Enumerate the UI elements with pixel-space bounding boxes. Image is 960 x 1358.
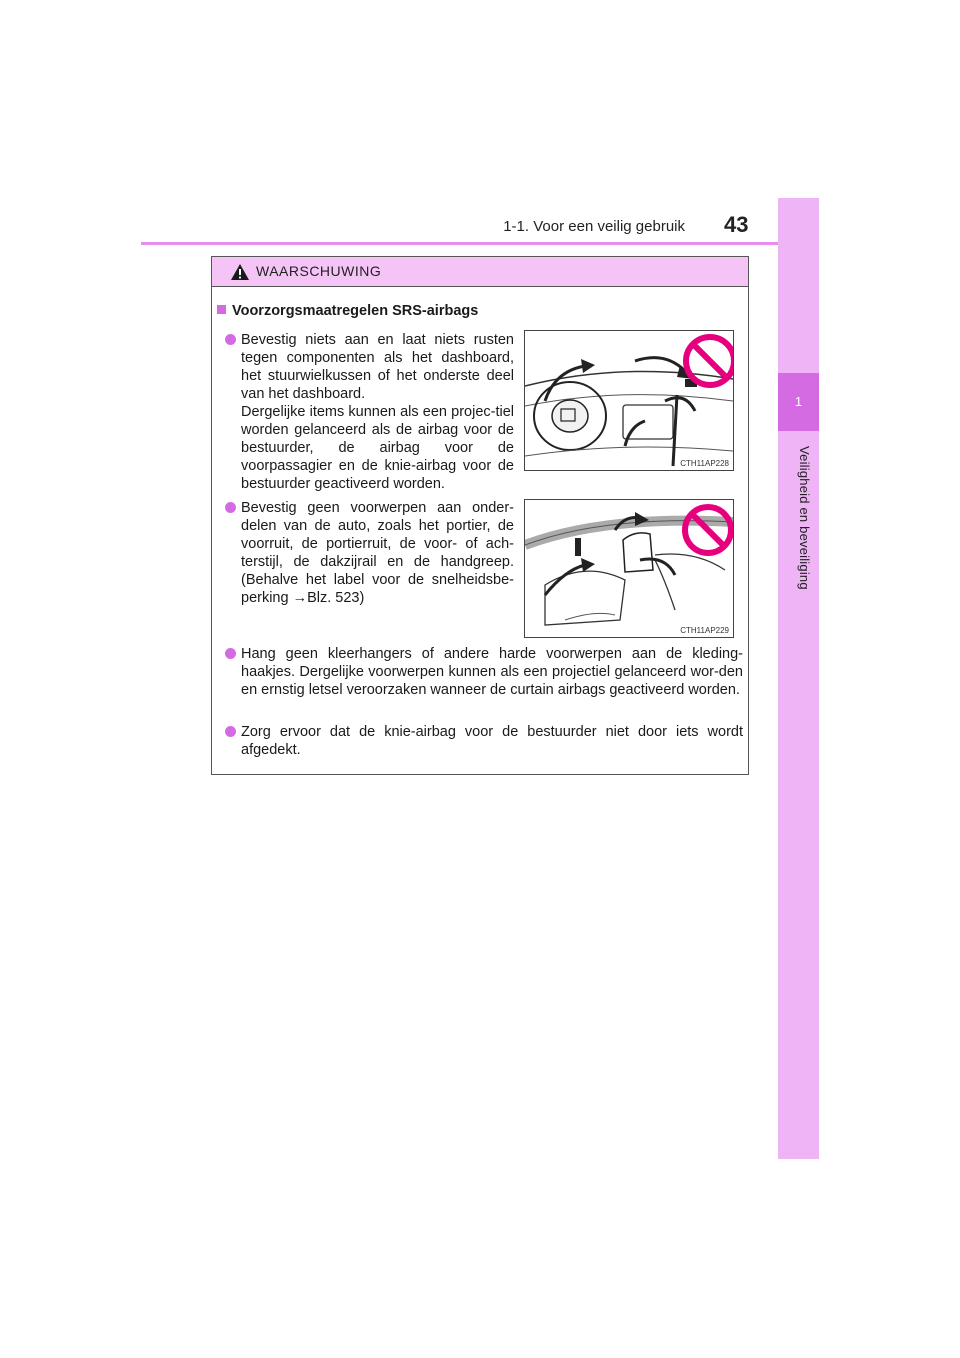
- bullet-item: [241, 645, 743, 699]
- bullet-dot-icon: [225, 726, 236, 737]
- warning-box: [211, 256, 749, 775]
- interior-illustration: [524, 499, 734, 638]
- warning-header: [212, 257, 748, 287]
- page-number: 43: [724, 212, 749, 237]
- chapter-number: 1: [794, 394, 803, 409]
- chapter-title: Veiligheid en beveiliging: [797, 446, 812, 590]
- bullet-dot-icon: [225, 334, 236, 345]
- bullet-text: Bevestig niets aan en laat niets rusten tegen componenten als het dashboard, het stuurwielkussen of het onderste deel van het dashboard. Dergelijke items kunnen als een projec-tiel worden gelanceerd als de airbag voor de bestuurder, de airbag voor de voorpassagier en de knie-airbag voor de bestuurder geactiveerd worden.: [241, 332, 514, 492]
- bullet-text: Bevestig geen voorwerpen aan onder-delen van de auto, zoals het portier, de voorruit, de portierruit, de voor- of ach-terstijl, de dakzijrail en de handgreep. (Behalve het label voor de snelheidsbe-perking →Blz. 523): [241, 500, 514, 606]
- warning-heading-text: Voorzorgsmaatregelen SRS-airbags: [232, 303, 479, 319]
- square-bullet-icon: [217, 305, 226, 314]
- warning-heading: [217, 303, 478, 319]
- bullet-item: [241, 499, 514, 607]
- dashboard-drawing: [525, 331, 733, 470]
- bullet-item: [241, 723, 743, 759]
- warning-triangle-icon: [230, 263, 250, 281]
- bullet-text: Zorg ervoor dat de knie-airbag voor de bestuurder niet door iets wordt afgedekt.: [241, 724, 743, 758]
- header-rule: [141, 242, 819, 245]
- bullet-dot-icon: [225, 648, 236, 659]
- dashboard-illustration: [524, 330, 734, 471]
- section-title: 1-1. Voor een veilig gebruik: [503, 218, 685, 235]
- chapter-side-tab: [778, 198, 819, 1159]
- illustration-code: CTH11AP229: [680, 626, 729, 635]
- bullet-dot-icon: [225, 502, 236, 513]
- interior-drawing: [525, 500, 733, 637]
- bullet-text: Hang geen kleerhangers of andere harde voorwerpen aan de kleding-haakjes. Dergelijke voorwerpen kunnen als een projectiel gelanceerd wor-den en ernstig letsel veroorzaken wanneer de curtain airbags geactiveerd worden.: [241, 646, 743, 698]
- warning-label: WAARSCHUWING: [256, 263, 382, 279]
- bullet-item: [241, 331, 514, 493]
- illustration-code: CTH11AP228: [680, 459, 729, 468]
